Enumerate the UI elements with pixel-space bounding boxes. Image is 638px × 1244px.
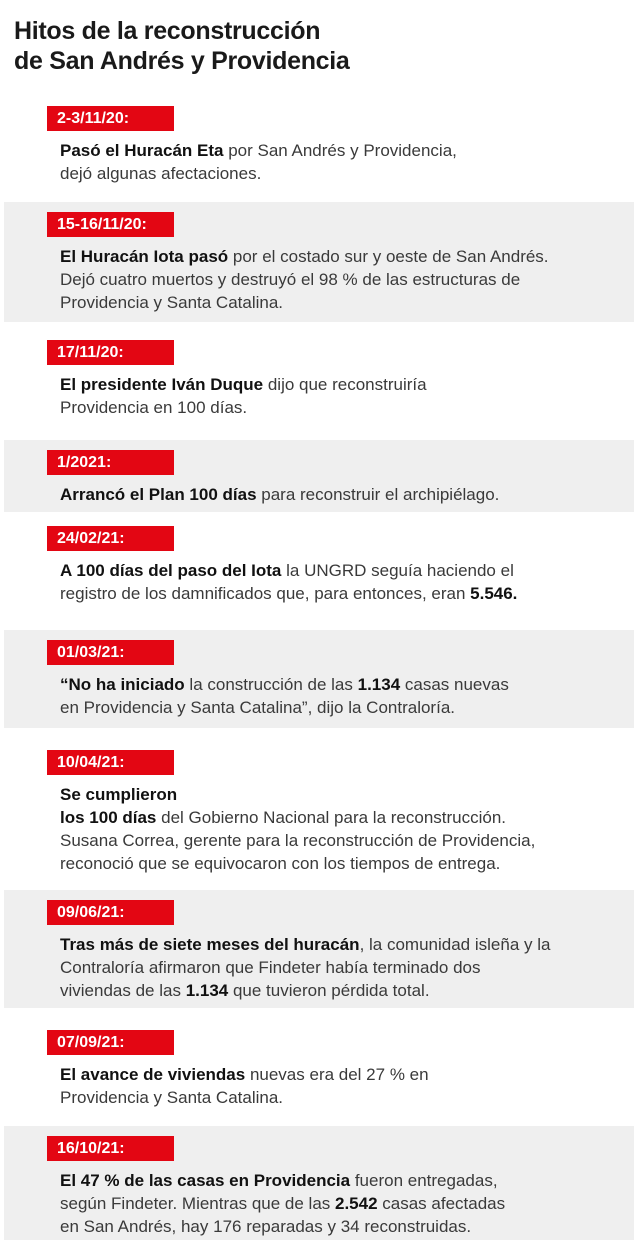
- body-text: Providencia en 100 días.: [60, 398, 248, 417]
- body-text: Susana Correa, gerente para la reconstrucción de Providencia,: [60, 831, 536, 850]
- page-title: [14, 16, 350, 76]
- date-label: 07/09/21:: [47, 1030, 174, 1055]
- date-label: 15-16/11/20:: [47, 212, 174, 237]
- timeline-entry: [4, 516, 634, 616]
- timeline-entry: [4, 630, 634, 728]
- date-label: 09/06/21:: [47, 900, 174, 925]
- body-text: reconoció que se equivocaron con los tiempos de entrega.: [60, 854, 501, 873]
- entry-text-line: [60, 1192, 620, 1215]
- highlight-text: El Huracán Iota pasó: [60, 247, 229, 266]
- body-text: Dejó cuatro muertos y destruyó el 98 % de las estructuras de: [60, 270, 521, 289]
- body-text: dijo que reconstruiría: [263, 375, 427, 394]
- entry-text-line: [60, 268, 620, 291]
- entry-text-line: [60, 291, 620, 314]
- timeline-entry: [4, 1020, 634, 1120]
- body-text: , la comunidad isleña y la: [359, 935, 551, 954]
- entry-text-line: [60, 245, 620, 268]
- body-text: por el costado sur y oeste de San Andrés.: [228, 247, 549, 266]
- timeline-entry: [4, 740, 634, 888]
- entry-text-line: [60, 933, 620, 956]
- highlight-text: Tras más de siete meses del huracán: [60, 935, 360, 954]
- timeline-entry: [4, 890, 634, 1008]
- entry-text: [60, 933, 620, 1002]
- entry-text-line: [60, 806, 620, 829]
- entry-text: [60, 373, 620, 419]
- body-text: dejó algunas afectaciones.: [60, 164, 262, 183]
- body-text: la construcción de las: [184, 675, 358, 694]
- entry-text-line: [60, 559, 620, 582]
- body-text: Providencia y Santa Catalina.: [60, 1088, 284, 1107]
- entry-text-line: [60, 373, 620, 396]
- body-text: según Findeter. Mientras que de las: [60, 1194, 335, 1213]
- entry-text-line: [60, 673, 620, 696]
- date-label: 16/10/21:: [47, 1136, 174, 1161]
- entry-text: [60, 673, 620, 719]
- timeline-entry: [4, 330, 634, 430]
- body-text: del Gobierno Nacional para la reconstrucción.: [156, 808, 507, 827]
- entry-text-line: [60, 162, 620, 185]
- body-text: que tuvieron pérdida total.: [228, 981, 430, 1000]
- timeline-entry: [4, 96, 634, 192]
- entry-text-line: [60, 852, 620, 875]
- body-text: en San Andrés, hay 176 reparadas y 34 reconstruidas.: [60, 1217, 472, 1236]
- body-text: fueron entregadas,: [350, 1171, 498, 1190]
- body-text: la UNGRD seguía haciendo el: [281, 561, 514, 580]
- highlight-text: El avance de viviendas: [60, 1065, 246, 1084]
- body-text: Contraloría afirmaron que Findeter había terminado dos: [60, 958, 481, 977]
- date-label: 17/11/20:: [47, 340, 174, 365]
- page-title-line-2: de San Andrés y Providencia: [14, 47, 350, 75]
- highlight-text: El 47 % de las casas en Providencia: [60, 1171, 351, 1190]
- date-label: 2-3/11/20:: [47, 106, 174, 131]
- entry-text-line: [60, 1215, 620, 1238]
- entry-text: [60, 483, 620, 506]
- page-title-line-1: Hitos de la reconstrucción: [14, 17, 321, 45]
- body-text: viviendas de las: [60, 981, 186, 1000]
- body-text: en Providencia y Santa Catalina”, dijo la Contraloría.: [60, 698, 455, 717]
- entry-text: [60, 783, 620, 875]
- body-text: Providencia y Santa Catalina.: [60, 293, 284, 312]
- highlight-text: El presidente Iván Duque: [60, 375, 264, 394]
- entry-text-line: [60, 396, 620, 419]
- timeline-entry: [4, 1126, 634, 1240]
- entry-text-line: [60, 696, 620, 719]
- highlight-text: Arrancó el Plan 100 días: [60, 485, 257, 504]
- timeline-entry: [4, 440, 634, 512]
- highlight-text: 5.546.: [470, 584, 518, 603]
- entry-text-line: [60, 956, 620, 979]
- date-label: 24/02/21:: [47, 526, 174, 551]
- highlight-text: Pasó el Huracán Eta: [60, 141, 224, 160]
- body-text: para reconstruir el archipiélago.: [256, 485, 500, 504]
- entry-text: [60, 245, 620, 314]
- highlight-text: los 100 días: [60, 808, 157, 827]
- body-text: nuevas era del 27 % en: [245, 1065, 429, 1084]
- highlight-text: “No ha iniciado: [60, 675, 185, 694]
- date-label: 1/2021:: [47, 450, 174, 475]
- entry-text-line: [60, 829, 620, 852]
- entry-text-line: [60, 783, 620, 806]
- highlight-text: 1.134: [357, 675, 401, 694]
- entry-text-line: [60, 1086, 620, 1109]
- entry-text-line: [60, 979, 620, 1002]
- entry-text: [60, 1063, 620, 1109]
- entry-text: [60, 139, 620, 185]
- body-text: casas nuevas: [400, 675, 509, 694]
- highlight-text: A 100 días del paso del Iota: [60, 561, 282, 580]
- entry-text-line: [60, 1169, 620, 1192]
- body-text: registro de los damnificados que, para entonces, eran: [60, 584, 471, 603]
- entry-text: [60, 559, 620, 605]
- entry-text: [60, 1169, 620, 1238]
- date-label: 10/04/21:: [47, 750, 174, 775]
- body-text: casas afectadas: [377, 1194, 506, 1213]
- date-label: 01/03/21:: [47, 640, 174, 665]
- entry-text-line: [60, 483, 620, 506]
- highlight-text: Se cumplieron: [60, 785, 178, 804]
- highlight-text: 1.134: [185, 981, 229, 1000]
- body-text: por San Andrés y Providencia,: [223, 141, 457, 160]
- entry-text-line: [60, 1063, 620, 1086]
- highlight-text: 2.542: [335, 1194, 378, 1213]
- timeline-entry: [4, 202, 634, 322]
- entry-text-line: [60, 582, 620, 605]
- entry-text-line: [60, 139, 620, 162]
